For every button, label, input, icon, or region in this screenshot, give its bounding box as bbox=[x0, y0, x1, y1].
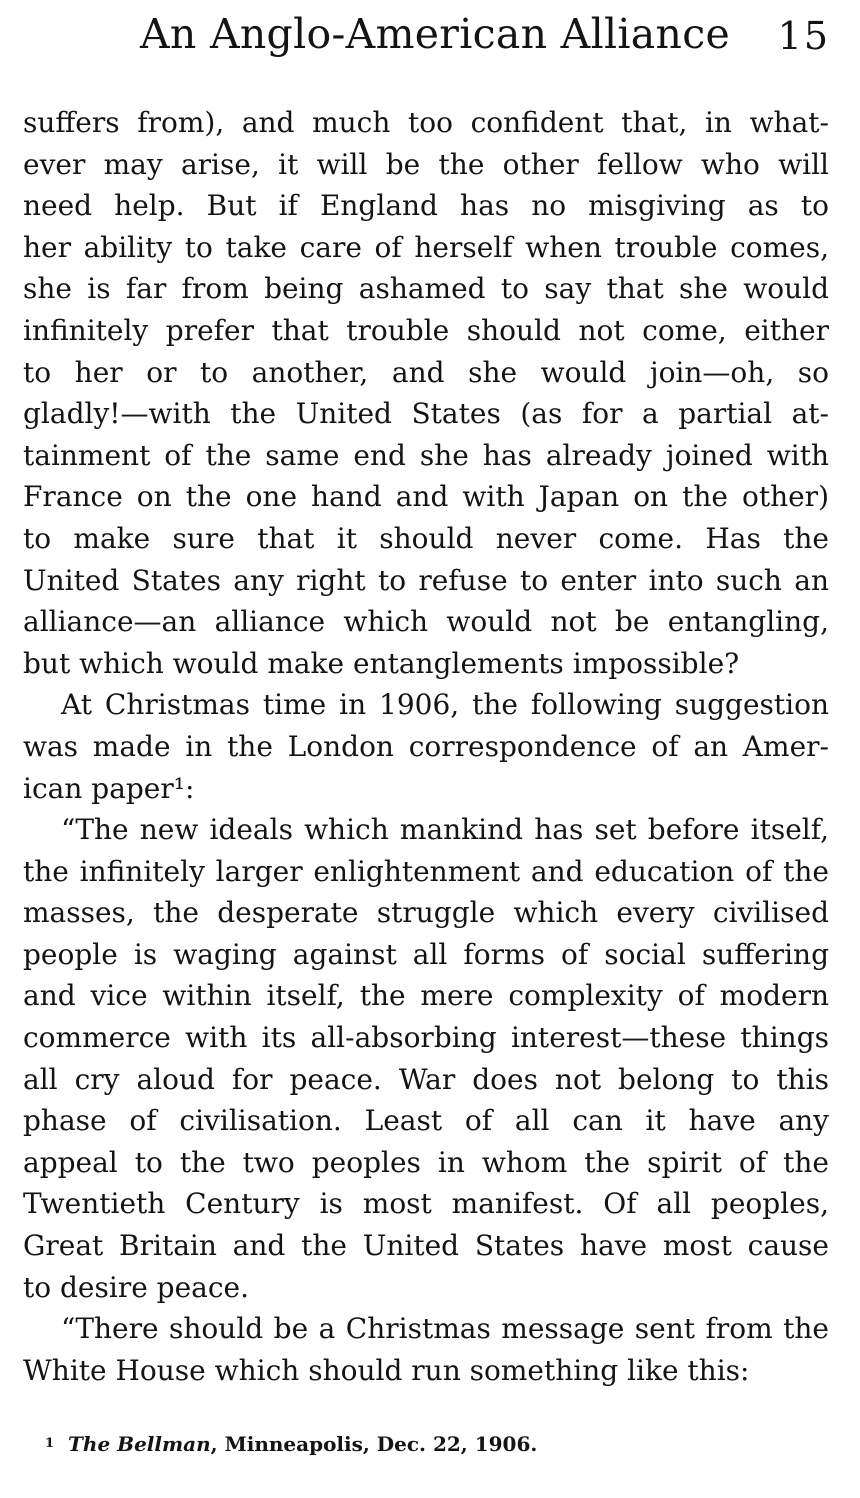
footnote-marker: 1 bbox=[45, 1436, 55, 1451]
text-line: ever may arise, it will be the other fellow who will bbox=[23, 147, 829, 181]
page-number: 15 bbox=[777, 14, 830, 58]
footnote-source-details: , Minneapolis, Dec. 22, 1906. bbox=[210, 1432, 538, 1456]
quote-start-line: “There should be a Christmas message sent from the bbox=[61, 1312, 829, 1346]
text-line: appeal to the two peoples in whom the spirit of the bbox=[23, 1145, 829, 1179]
text-line: need help. But if England has no misgiving as to bbox=[23, 189, 829, 223]
text-line: phase of civilisation. Least of all can it have any bbox=[23, 1104, 829, 1138]
quote-start-line: “The new ideals which mankind has set before itself, bbox=[61, 813, 829, 847]
text-line: masses, the desperate struggle which every civilised bbox=[23, 896, 829, 930]
text-line: suffers from), and much too confident that, in what- bbox=[23, 106, 829, 139]
text-line: commerce with its all-absorbing interest—these things bbox=[23, 1021, 829, 1055]
text-line: to her or to another, and she would join—oh, so bbox=[23, 355, 829, 389]
footnote-source-title: The Bellman bbox=[68, 1432, 211, 1456]
text-line: gladly!—with the United States (as for a partial at- bbox=[23, 397, 829, 431]
text-line: alliance—an alliance which would not be entangling, bbox=[23, 605, 829, 639]
text-line: infinitely prefer that trouble should not come, either bbox=[23, 313, 829, 347]
running-title: An Anglo-American Alliance bbox=[140, 10, 731, 58]
paragraph-end-line: to desire peace. bbox=[23, 1270, 250, 1304]
text-line: to make sure that it should never come. Has the bbox=[23, 521, 829, 555]
text-line: tainment of the same end she has already joined with bbox=[23, 438, 829, 472]
text-line: White House which should run something like this: bbox=[23, 1353, 750, 1387]
text-line: all cry aloud for peace. War does not belong to this bbox=[23, 1062, 829, 1096]
paragraph-end-line: ican paper¹: bbox=[23, 771, 195, 805]
body-text bbox=[23, 102, 829, 1391]
text-line: and vice within itself, the mere complexity of modern bbox=[23, 979, 829, 1013]
running-head bbox=[0, 10, 860, 70]
text-line: was made in the London correspondence of an Amer- bbox=[23, 729, 829, 763]
text-line: France on the one hand and with Japan on the other) bbox=[23, 480, 829, 514]
text-line: Great Britain and the United States have most cause bbox=[23, 1229, 829, 1263]
text-line: people is waging against all forms of social suffering bbox=[23, 937, 829, 971]
text-line: Twentieth Century is most manifest. Of all peoples, bbox=[23, 1187, 829, 1221]
paragraph-end-line: but which would make entanglements impossible? bbox=[23, 646, 740, 680]
text-line: United States any right to refuse to enter into such an bbox=[23, 563, 829, 597]
paragraph-start-line: At Christmas time in 1906, the following suggestion bbox=[61, 688, 829, 722]
text-line: she is far from being ashamed to say that she would bbox=[23, 272, 829, 306]
text-line: her ability to take care of herself when trouble comes, bbox=[23, 230, 829, 264]
text-line: the infinitely larger enlightenment and education of the bbox=[23, 854, 829, 888]
footnote bbox=[45, 1432, 537, 1456]
